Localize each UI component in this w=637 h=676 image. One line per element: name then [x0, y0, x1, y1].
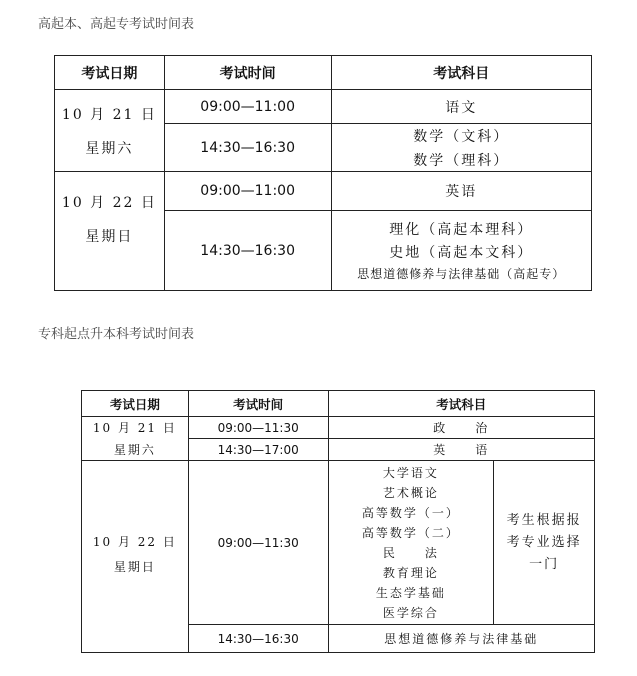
subject-cell: [328, 417, 594, 439]
subject-text: 英 语: [433, 443, 490, 457]
subject-cell: [331, 90, 592, 124]
section1-heading: 高起本、高起专考试时间表: [38, 17, 195, 32]
note-text: 考专业选择: [506, 534, 582, 550]
subject-text: 生态学基础: [375, 585, 446, 600]
table-header-row: [55, 56, 592, 90]
subject-text: 民 法: [382, 545, 439, 560]
subject-text: 史地（高起本文科）: [389, 245, 534, 261]
table-row: [55, 90, 592, 124]
subject-text: 艺术概论: [382, 485, 439, 500]
subject-text: 政 治: [433, 421, 490, 435]
date-cell: [55, 172, 165, 291]
selection-note-cell: [494, 461, 595, 625]
subject-text: 英语: [445, 184, 478, 200]
subject-text: 教育理论: [382, 565, 439, 580]
date-text: 10 月 22 日: [61, 195, 157, 211]
subject-text: 数学（理科）: [413, 152, 510, 169]
subject-cell: [331, 172, 592, 211]
subject-cell: [331, 124, 592, 172]
note-text: 考生根据报: [506, 512, 582, 528]
header-subject: 考试科目: [328, 391, 594, 417]
table-row: [82, 417, 595, 439]
date-text: 10 月 21 日: [92, 421, 177, 436]
date-text: 10 月 21 日: [61, 106, 157, 123]
date-cell: [82, 417, 189, 439]
subject-text: 大学语文: [382, 465, 439, 480]
header-date: 考试日期: [82, 391, 189, 417]
table-header-row: [82, 391, 595, 417]
time-cell: 09:00—11:30: [188, 461, 328, 625]
header-time: 考试时间: [188, 391, 328, 417]
subject-text: 思想道德修养与法律基础: [384, 632, 539, 646]
subject-text: 数学（文科）: [413, 128, 510, 145]
date-cell: [55, 90, 165, 172]
subject-cell: [331, 211, 592, 291]
section2-heading: 专科起点升本科考试时间表: [38, 327, 195, 342]
weekday-text: 星期六: [113, 442, 156, 457]
time-cell: 09:00—11:00: [164, 172, 331, 211]
table-row: [82, 439, 595, 461]
subject-cell: [328, 439, 594, 461]
schedule-table-zhuanshengben: [81, 390, 595, 653]
header-date: 考试日期: [55, 56, 165, 90]
schedule-table-gaoqi: [54, 55, 592, 291]
subject-text: 高等数学（二）: [361, 525, 460, 540]
table-row: [55, 172, 592, 211]
subject-text: 语文: [445, 99, 478, 116]
note-text: 一门: [529, 556, 560, 572]
time-cell: 14:30—16:30: [188, 625, 328, 653]
time-cell: 09:00—11:30: [188, 417, 328, 439]
date-text: 10 月 22 日: [92, 535, 177, 549]
date-cell: [82, 461, 189, 653]
table-row: [82, 461, 595, 625]
subject-cell: [328, 625, 594, 653]
subject-list-cell: [328, 461, 494, 625]
header-time: 考试时间: [164, 56, 331, 90]
time-cell: 14:30—16:30: [164, 211, 331, 291]
weekday-text: 星期六: [85, 140, 134, 157]
subject-text: 理化（高起本理科）: [389, 222, 534, 238]
weekday-text: 星期日: [85, 229, 134, 245]
weekday-text: 星期日: [113, 560, 156, 574]
subject-text: 医学综合: [382, 605, 439, 620]
time-cell: 14:30—16:30: [164, 124, 331, 172]
subject-text: 思想道德修养与法律基础（高起专）: [357, 267, 566, 281]
date-cell: [82, 439, 189, 461]
time-cell: 14:30—17:00: [188, 439, 328, 461]
time-cell: 09:00—11:00: [164, 90, 331, 124]
subject-text: 高等数学（一）: [361, 505, 460, 520]
header-subject: 考试科目: [331, 56, 592, 90]
